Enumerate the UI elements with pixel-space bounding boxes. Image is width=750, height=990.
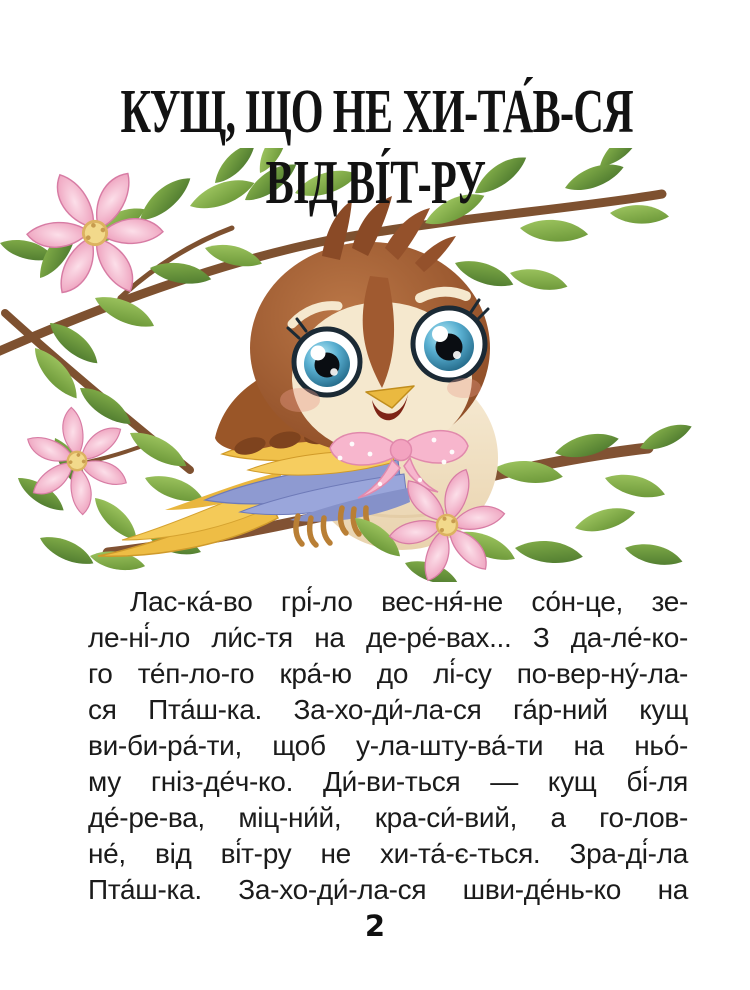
bird-cheek-right: [447, 378, 481, 398]
page-number: 2: [364, 909, 386, 943]
story-text-line: ви-би-ра́-ти, щоб у-ла-шту-ва́-ти на ньо́-: [88, 730, 688, 761]
story-title-line-2: [0, 149, 750, 217]
story-title-text-2: ВІД ВІ́Т-РУ: [265, 149, 485, 217]
story-text-line: Пта́ш-ка. За-хо-ди́-ла-ся шви-де́нь-ко на: [88, 874, 688, 905]
story-paragraph: [88, 584, 688, 908]
story-text-line: Лас-ка́-во грі́-ло вес-ня́-не со́н-це, зе-: [130, 586, 688, 617]
story-text-line: де́-ре-ва, міц-ни́й, кра-си́-вий, а го-лов-: [88, 802, 688, 833]
story-text-line: ле-ні́-ло ли́с-тя на де-ре́-вах... З да-ле́-ко-: [88, 622, 688, 653]
story-text-line: не́, від ві́т-ру не хи-та́-є-ться. Зра-ді́-ла: [88, 838, 688, 869]
story-text-line: му гніз-де́ч-ко. Ди́-ви-ться — кущ бі́-ля: [88, 766, 688, 797]
flower-mid-left: [2, 386, 151, 536]
story-title-text-1: КУЩ, ЩО НЕ ХИ-ТА́В-СЯ: [120, 78, 633, 146]
story-title-line-1: [0, 78, 750, 146]
bird-cheek-left: [280, 388, 320, 412]
story-text-line: ся Пта́ш-ка. За-хо-ди́-ла-ся га́р-ний кущ: [88, 694, 688, 725]
story-text-line: го те́п-ло-го кра́-ю до лі́-су по-вер-ну́-ла-: [88, 658, 688, 689]
